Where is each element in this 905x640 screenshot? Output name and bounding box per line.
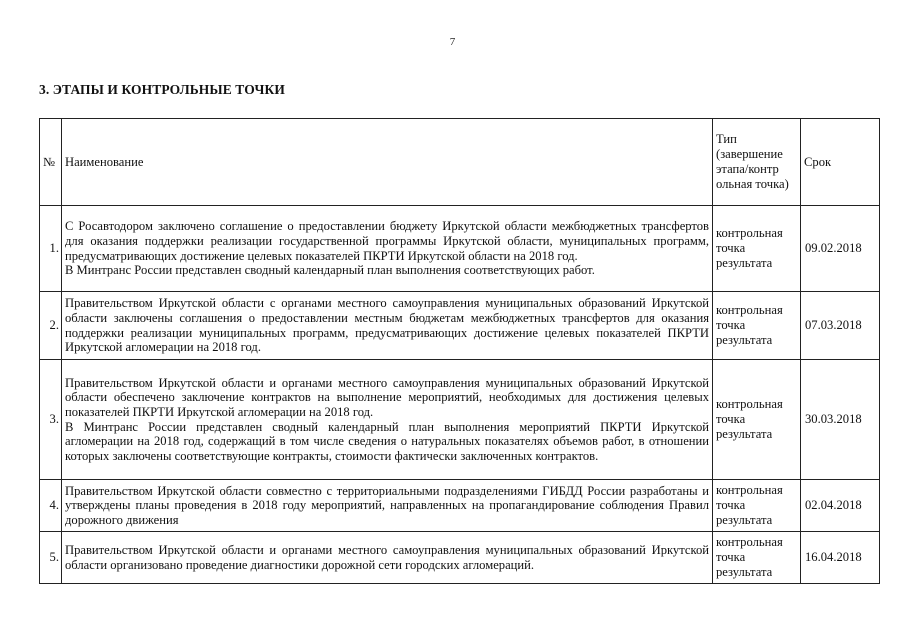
header-name: Наименование xyxy=(62,119,713,206)
row-type: контрольная точка результата xyxy=(713,532,801,584)
description-paragraph: В Минтранс России представлен сводный календарный план выполнения мероприятий ПКРТИ Иркутской агломерации на 2018 год, содержащий в том числе сведения о натуральных показателях объемов работ, в отношении которых заключены соответствующие контракты, стоимости фактически заключенных контрактов. xyxy=(65,419,709,463)
stages-table xyxy=(39,118,880,584)
description-paragraph: Правительством Иркутской области совместно с территориальными подразделениями ГИБДД России разработаны и утверждены планы проведения в 2018 году мероприятий, направленных на пропагандирование соблюдения Правил дорожного движения xyxy=(65,483,709,527)
table-row xyxy=(40,360,880,480)
row-description xyxy=(62,360,713,480)
row-date: 30.03.2018 xyxy=(801,360,880,480)
row-date: 02.04.2018 xyxy=(801,480,880,532)
row-type: контрольная точка результата xyxy=(713,360,801,480)
row-number: 5. xyxy=(40,532,62,584)
table-row xyxy=(40,480,880,532)
row-date: 07.03.2018 xyxy=(801,292,880,360)
table-header-row xyxy=(40,119,880,206)
row-type: контрольная точка результата xyxy=(713,480,801,532)
header-num: № xyxy=(40,119,62,206)
description-paragraph: Правительством Иркутской области и органами местного самоуправления муниципальных образований Иркутской области обеспечено заключение контрактов на выполнение мероприятий, необходимых для достижения целевых показателей ПКРТИ Иркутской агломерации на 2018 год. xyxy=(65,375,709,419)
table-body xyxy=(40,206,880,584)
row-description xyxy=(62,292,713,360)
row-number: 4. xyxy=(40,480,62,532)
table-row xyxy=(40,206,880,292)
row-description xyxy=(62,480,713,532)
table-row xyxy=(40,292,880,360)
description-paragraph: Правительством Иркутской области и органами местного самоуправления муниципальных образований Иркутской области организовано проведение диагностики дорожной сети городских агломераций. xyxy=(65,542,709,572)
header-type: Тип (завершение этапа/контр ольная точка) xyxy=(713,119,801,206)
page-number: 7 xyxy=(449,36,456,48)
row-date: 09.02.2018 xyxy=(801,206,880,292)
row-type: контрольная точка результата xyxy=(713,206,801,292)
row-number: 1. xyxy=(40,206,62,292)
section-title: 3. ЭТАПЫ И КОНТРОЛЬНЫЕ ТОЧКИ xyxy=(39,82,285,97)
row-number: 3. xyxy=(40,360,62,480)
description-paragraph: В Минтранс России представлен сводный календарный план выполнения соответствующих работ. xyxy=(65,263,595,278)
row-type: контрольная точка результата xyxy=(713,292,801,360)
row-number: 2. xyxy=(40,292,62,360)
table-row xyxy=(40,532,880,584)
description-paragraph: Правительством Иркутской области с органами местного самоуправления муниципальных образований Иркутской области заключены соглашения о предоставлении местным бюджетам межбюджетных трансфертов для оказания поддержки реализации муниципальных программ, предусматривающих достижение целевых показателей ПКРТИ Иркутской агломерации на 2018 год. xyxy=(65,296,709,355)
row-date: 16.04.2018 xyxy=(801,532,880,584)
row-description xyxy=(62,532,713,584)
header-date: Срок xyxy=(801,119,880,206)
row-description xyxy=(62,206,713,292)
description-paragraph: С Росавтодором заключено соглашение о предоставлении бюджету Иркутской области межбюджетных трансфертов для оказания поддержки реализации государственной программы Иркутской области, муниципальных программ, предусматривающих достижение целевых показателей ПКРТИ Иркутской области на 2018 год. xyxy=(65,219,709,263)
